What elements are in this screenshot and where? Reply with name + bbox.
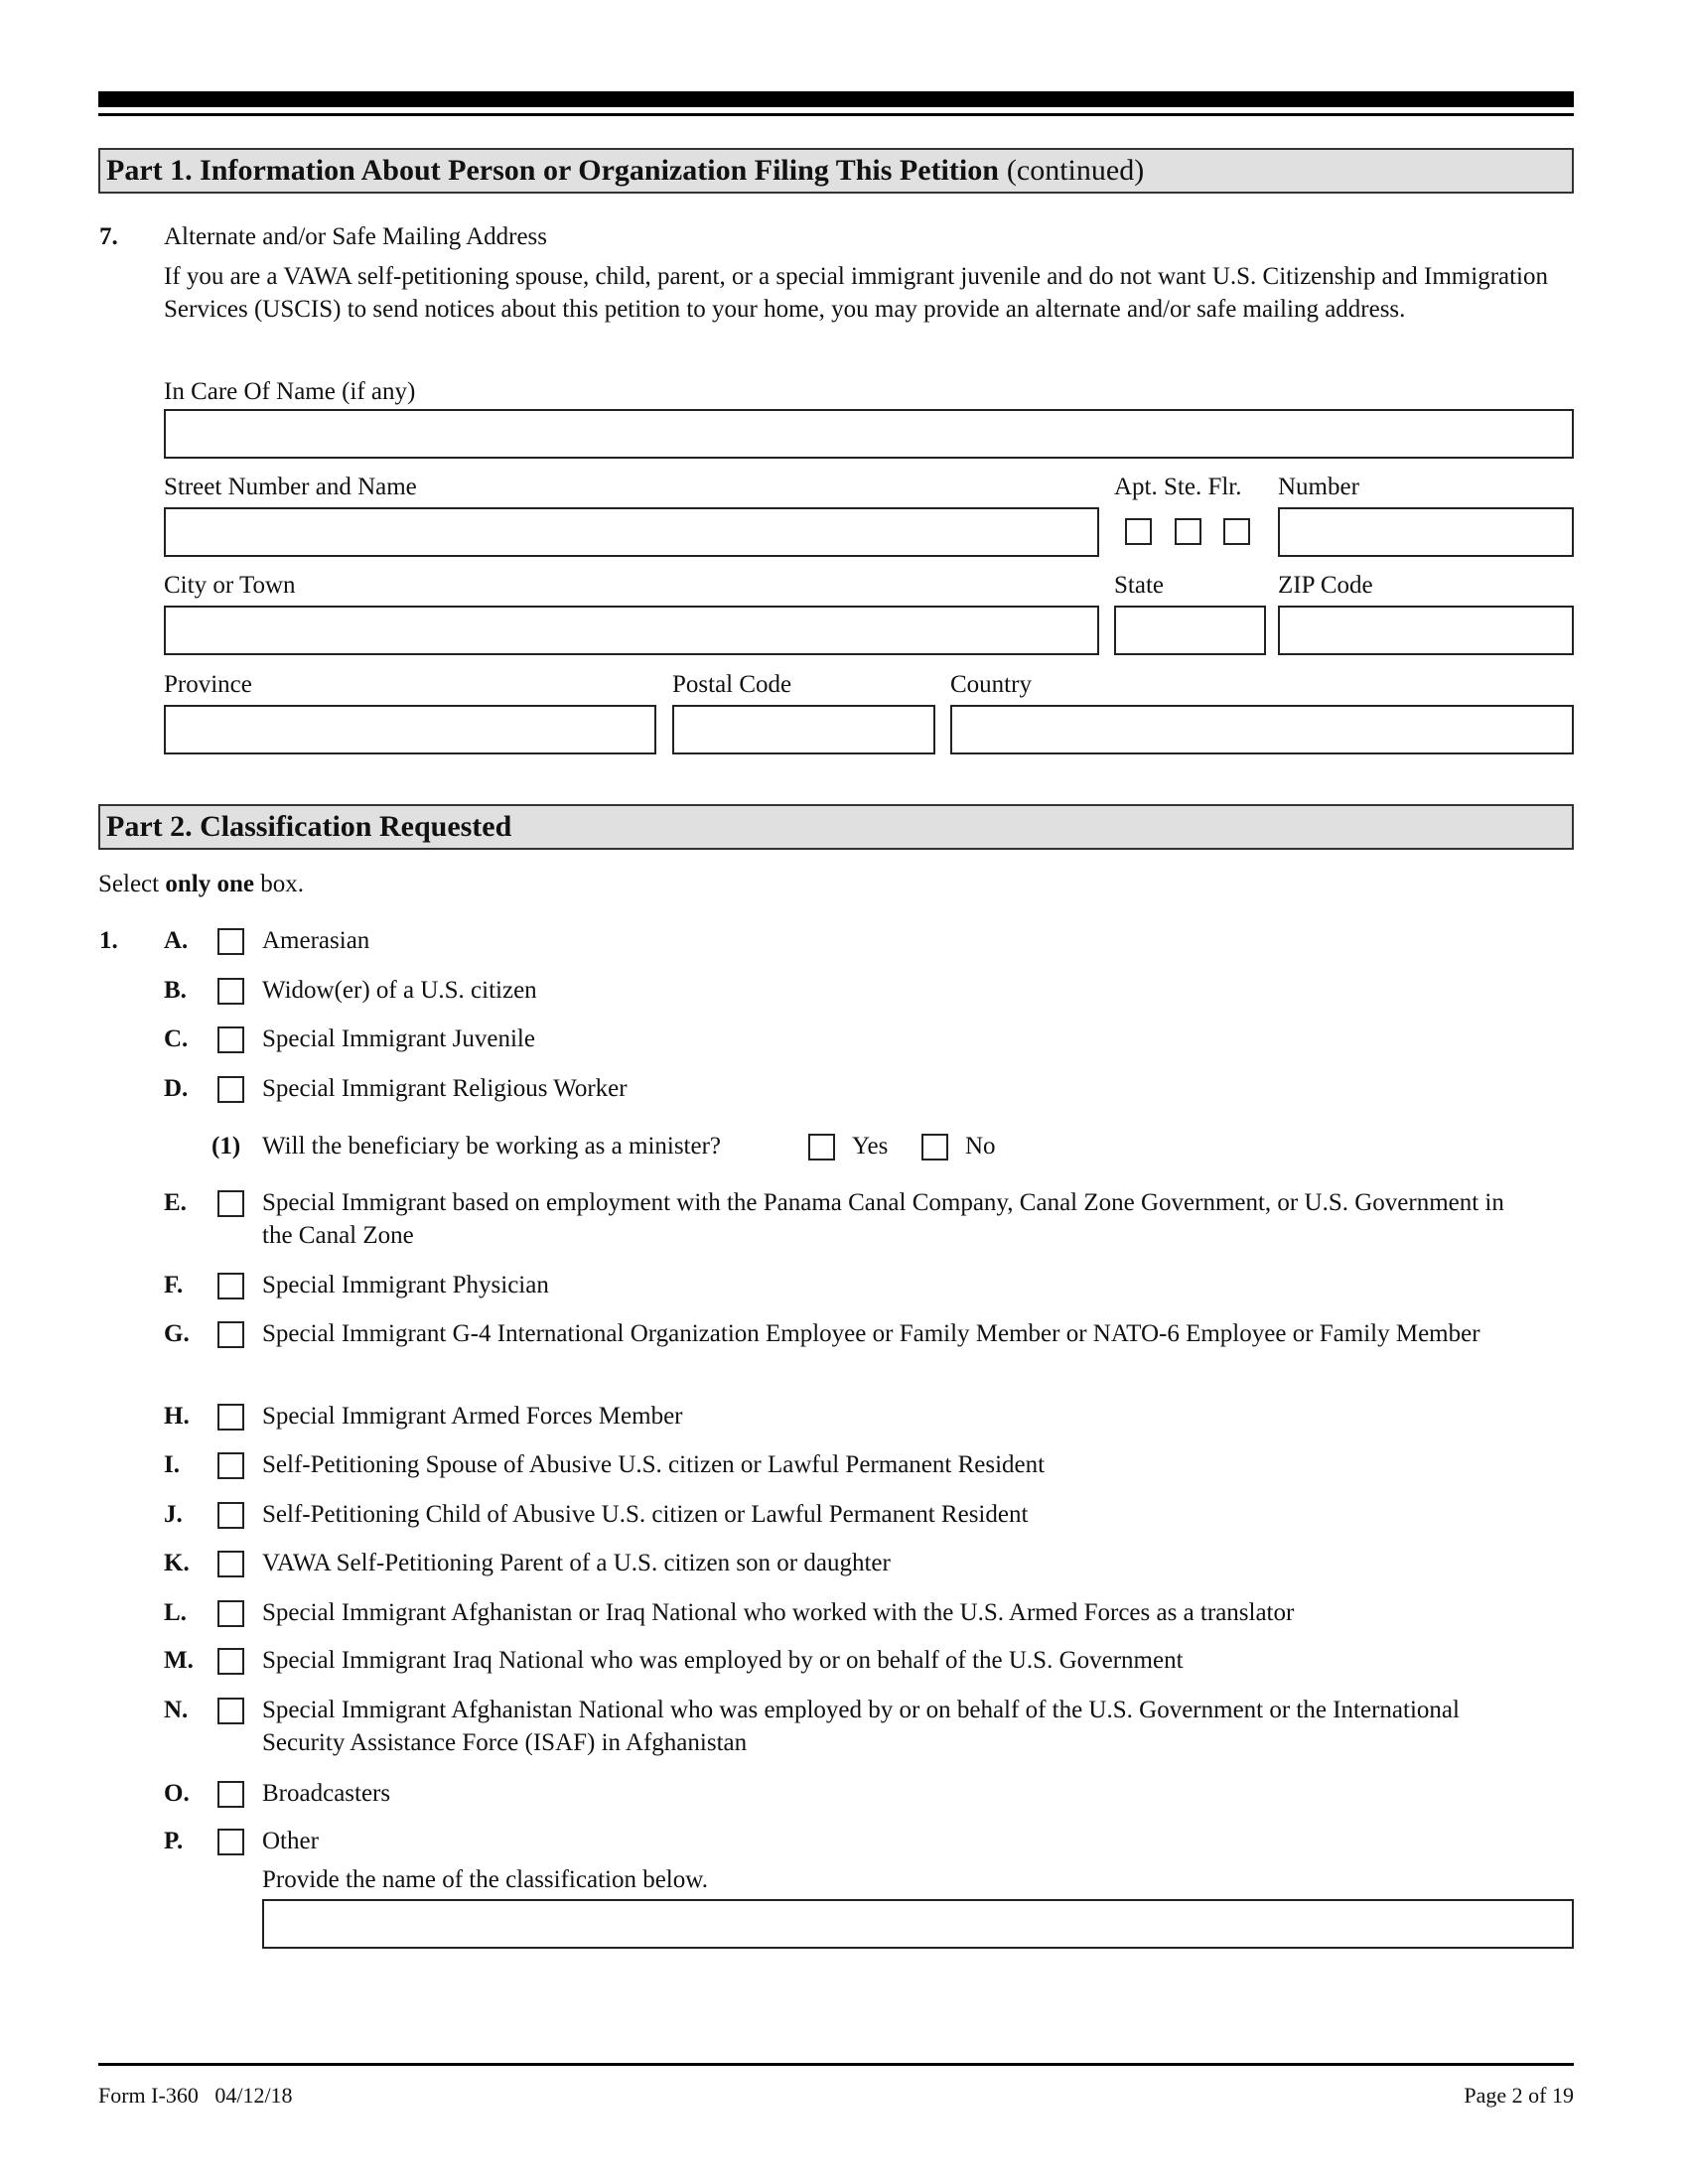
- option-h-checkbox[interactable]: [217, 1404, 244, 1431]
- option-d-label: Special Immigrant Religious Worker: [262, 1075, 628, 1102]
- option-l-label: Special Immigrant Afghanistan or Iraq National who worked with the U.S. Armed Forces as a translator: [262, 1599, 1295, 1626]
- minister-question-label: Will the beneficiary be working as a minister?: [262, 1133, 722, 1160]
- apt-ste-flr-label: Apt. Ste. Flr.: [1114, 474, 1242, 500]
- option-c-letter: C.: [164, 1025, 189, 1052]
- zip-label: ZIP Code: [1278, 572, 1373, 599]
- option-g-label: Special Immigrant G-4 International Organization Employee or Family Member or NATO-6 Employee or Family Member: [262, 1320, 1480, 1347]
- option-p-checkbox[interactable]: [217, 1829, 244, 1855]
- ste-checkbox[interactable]: [1175, 518, 1201, 545]
- option-k-letter: K.: [164, 1550, 190, 1576]
- option-d-letter: D.: [164, 1075, 189, 1102]
- part1-title: Part 1. Information About Person or Organization Filing This Petition: [106, 154, 999, 187]
- form-id: Form I-360 04/12/18: [98, 2083, 293, 2108]
- option-p-letter: P.: [164, 1828, 184, 1854]
- option-k-label: VAWA Self-Petitioning Parent of a U.S. citizen son or daughter: [262, 1550, 891, 1576]
- street-input[interactable]: [164, 507, 1099, 557]
- minister-no-label: No: [965, 1133, 996, 1160]
- city-input[interactable]: [164, 606, 1099, 655]
- state-label: State: [1114, 572, 1164, 599]
- option-g-letter: G.: [164, 1320, 190, 1347]
- minister-question-number: (1): [211, 1133, 241, 1160]
- minister-yes-checkbox[interactable]: [808, 1134, 835, 1160]
- option-f-letter: F.: [164, 1272, 184, 1298]
- option-i-letter: I.: [164, 1451, 180, 1478]
- option-o-label: Broadcasters: [262, 1780, 391, 1807]
- option-o-checkbox[interactable]: [217, 1781, 244, 1808]
- province-label: Province: [164, 671, 252, 698]
- number-input[interactable]: [1278, 507, 1574, 557]
- option-e-label: Special Immigrant based on employment with the Panama Canal Company, Canal Zone Government, or U.S. Government in the Canal Zone: [262, 1189, 1504, 1249]
- option-m-label: Special Immigrant Iraq National who was employed by or on behalf of the U.S. Government: [262, 1647, 1184, 1674]
- option-c-checkbox[interactable]: [217, 1026, 244, 1053]
- option-d-checkbox[interactable]: [217, 1076, 244, 1103]
- country-label: Country: [950, 671, 1032, 698]
- item-7-number: 7.: [99, 223, 118, 250]
- option-c-label: Special Immigrant Juvenile: [262, 1025, 535, 1052]
- flr-checkbox[interactable]: [1223, 518, 1250, 545]
- option-m-letter: M.: [164, 1647, 194, 1674]
- option-g-checkbox[interactable]: [217, 1321, 244, 1348]
- select-one-instruction: [98, 868, 304, 900]
- option-n-letter: N.: [164, 1697, 189, 1723]
- country-input[interactable]: [950, 705, 1574, 754]
- part2-title: Part 2. Classification Requested: [106, 810, 512, 843]
- option-j-checkbox[interactable]: [217, 1502, 244, 1529]
- option-e-checkbox[interactable]: [217, 1190, 244, 1217]
- instruction-post: box.: [253, 871, 304, 897]
- in-care-of-label: In Care Of Name (if any): [164, 378, 416, 405]
- part1-continued: (continued): [1006, 154, 1145, 187]
- part1-header: [98, 148, 1574, 194]
- state-input[interactable]: [1114, 606, 1266, 655]
- number-label: Number: [1278, 474, 1359, 500]
- option-k-checkbox[interactable]: [217, 1551, 244, 1577]
- top-thin-rule: [98, 113, 1574, 116]
- item-7-instructions: If you are a VAWA self-petitioning spouse, child, parent, or a special immigrant juvenile and do not want U.S. Citizenship and Immigration Services (USCIS) to send notices about this petition to your home, you may provide an alternate and/or safe mailing address.: [164, 263, 1549, 323]
- part2-item-1-number: 1.: [99, 927, 118, 954]
- top-thick-rule: [98, 91, 1574, 107]
- option-o-letter: O.: [164, 1780, 190, 1807]
- option-b-letter: B.: [164, 977, 187, 1004]
- page-number: Page 2 of 19: [1464, 2083, 1574, 2108]
- option-a-letter: A.: [164, 927, 189, 954]
- instruction-bold: only one: [165, 871, 254, 897]
- street-label: Street Number and Name: [164, 474, 417, 500]
- option-m-checkbox[interactable]: [217, 1648, 244, 1675]
- apt-checkbox[interactable]: [1125, 518, 1152, 545]
- option-n-checkbox[interactable]: [217, 1698, 244, 1724]
- city-label: City or Town: [164, 572, 296, 599]
- minister-yes-label: Yes: [852, 1133, 889, 1160]
- option-a-checkbox[interactable]: [217, 928, 244, 955]
- other-classification-instruction: Provide the name of the classification below.: [262, 1866, 708, 1893]
- postal-code-input[interactable]: [672, 705, 935, 754]
- in-care-of-input[interactable]: [164, 409, 1574, 459]
- instruction-pre: Select: [98, 871, 166, 897]
- zip-input[interactable]: [1278, 606, 1574, 655]
- other-classification-input[interactable]: [262, 1899, 1574, 1949]
- option-n-label: Special Immigrant Afghanistan National who was employed by or on behalf of the U.S. Government or the International Security Assistance Force (ISAF) in Afghanistan: [262, 1697, 1460, 1756]
- postal-code-label: Postal Code: [672, 671, 792, 698]
- option-h-letter: H.: [164, 1403, 190, 1430]
- option-p-label: Other: [262, 1828, 319, 1854]
- part2-header: [98, 804, 1574, 850]
- option-f-checkbox[interactable]: [217, 1273, 244, 1299]
- option-i-label: Self-Petitioning Spouse of Abusive U.S. citizen or Lawful Permanent Resident: [262, 1451, 1046, 1478]
- option-a-label: Amerasian: [262, 927, 370, 954]
- option-j-letter: J.: [164, 1501, 183, 1528]
- option-l-letter: L.: [164, 1599, 187, 1626]
- option-f-label: Special Immigrant Physician: [262, 1272, 549, 1298]
- option-l-checkbox[interactable]: [217, 1600, 244, 1627]
- option-h-label: Special Immigrant Armed Forces Member: [262, 1403, 683, 1430]
- option-i-checkbox[interactable]: [217, 1452, 244, 1479]
- option-j-label: Self-Petitioning Child of Abusive U.S. citizen or Lawful Permanent Resident: [262, 1501, 1029, 1528]
- option-e-letter: E.: [164, 1189, 187, 1216]
- footer-rule: [98, 2063, 1574, 2066]
- option-b-label: Widow(er) of a U.S. citizen: [262, 977, 537, 1004]
- province-input[interactable]: [164, 705, 656, 754]
- option-b-checkbox[interactable]: [217, 978, 244, 1005]
- item-7-title: Alternate and/or Safe Mailing Address: [164, 223, 548, 250]
- minister-no-checkbox[interactable]: [921, 1134, 948, 1160]
